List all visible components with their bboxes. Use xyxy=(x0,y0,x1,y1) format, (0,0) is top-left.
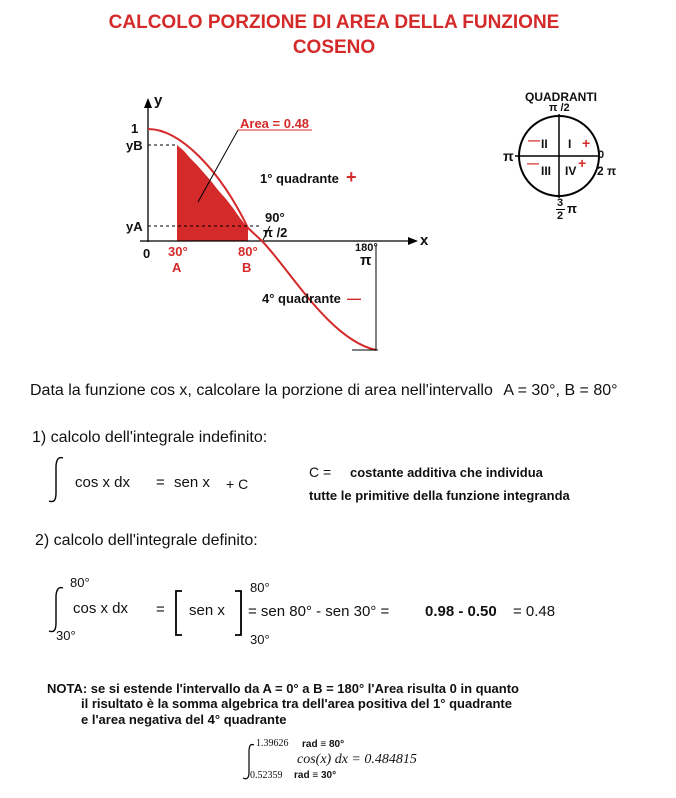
x-axis-label: x xyxy=(420,232,429,249)
quadrant-zero-label: 0 xyxy=(598,149,605,161)
intro-text xyxy=(30,382,618,400)
final-upper-note: rad ≡ 80° xyxy=(302,739,345,750)
quadrant-top-label: π /2 xyxy=(549,102,570,114)
page-title: CALCOLO PORZIONE DI AREA DELLA FUNZIONE xyxy=(108,12,560,33)
a-deg-label: 30° xyxy=(168,244,188,259)
shaded-area xyxy=(177,145,248,241)
deg180-label: 180° xyxy=(355,242,378,254)
x-axis-arrow xyxy=(408,237,418,245)
step2-equals: = xyxy=(156,601,165,618)
note-line-1: NOTA: se si estende l'intervallo da A = 0° a B = 180° l'Area risulta 0 in quanto xyxy=(47,681,519,696)
bracket-content: sen x xyxy=(189,602,225,619)
c-description-2: tutte le primitive della funzione integranda xyxy=(309,488,570,503)
step1-heading: 1) calcolo dell'integrale indefinito: xyxy=(32,429,268,446)
bracket-lower-limit: 30° xyxy=(250,632,270,647)
a-letter-label: A xyxy=(172,260,182,275)
final-lower-note: rad ≡ 30° xyxy=(294,770,337,781)
intro-sentence: Data la funzione cos x, calcolare la porzione di area nell'intervallo xyxy=(30,382,493,399)
step2-numeric: 0.98 - 0.50 xyxy=(425,603,497,620)
quadrant-I: I xyxy=(568,137,572,151)
step2-result: = 0.48 xyxy=(513,603,556,620)
step2-integrand: cos x dx xyxy=(73,600,129,617)
step2-expansion: = sen 80° - sen 30° = xyxy=(248,603,390,620)
quadrant-IV: IV xyxy=(565,164,577,178)
quadrant-2pi-label: 2 π xyxy=(597,164,617,178)
quadrant-left-label: π xyxy=(503,148,514,164)
final-lower-limit: 0.52359 xyxy=(250,770,283,781)
quadrant-III: III xyxy=(541,164,552,178)
step1-integrand: cos x dx xyxy=(75,474,131,491)
quadrant-III-minus: — xyxy=(527,156,539,170)
q4-label: 4° quadrante xyxy=(262,291,341,306)
yA-label: yA xyxy=(126,219,143,234)
quadrant-bottom-pi: π xyxy=(567,201,577,216)
step2-lower-limit: 30° xyxy=(56,628,76,643)
step2-upper-limit: 80° xyxy=(70,575,90,590)
step1-result: sen x xyxy=(174,474,210,491)
quadrant-II-minus: — xyxy=(528,133,540,147)
step1-constant: + C xyxy=(226,476,249,492)
step2-heading: 2) calcolo dell'integrale definito: xyxy=(35,532,258,549)
q1-label: 1° quadrante xyxy=(260,171,339,186)
yB-label: yB xyxy=(126,138,143,153)
note-line-2: il risultato è la somma algebrica tra dell'area positiva del 1° quadrante xyxy=(81,696,512,711)
integral-sign-1 xyxy=(46,455,70,505)
intro-interval: A = 30°, B = 80° xyxy=(503,382,618,399)
b-letter-label: B xyxy=(242,260,252,275)
quadrants-title: QUADRANTI xyxy=(525,90,597,104)
y-axis-label: y xyxy=(154,92,163,109)
bracket-upper-limit: 80° xyxy=(250,580,270,595)
quadrant-frac-num: 3 xyxy=(557,197,564,209)
pi-label: π xyxy=(360,252,372,269)
y-axis-arrow xyxy=(144,98,152,108)
deg90-label: 90° xyxy=(265,210,285,225)
final-expression: cos(x) dx = 0.484815 xyxy=(297,752,417,767)
origin-label: 0 xyxy=(143,246,151,261)
c-label: C = xyxy=(309,464,332,480)
final-upper-limit: 1.39626 xyxy=(256,738,289,749)
step1-equals: = xyxy=(156,474,165,491)
q1-plus-sign: + xyxy=(346,167,357,187)
page-title-line2: COSENO xyxy=(292,37,376,58)
note-line-3: e l'area negativa del 4° quadrante xyxy=(81,712,287,727)
quadrant-IV-plus: + xyxy=(578,155,587,171)
area-label: Area = 0.48 xyxy=(240,116,310,131)
c-description-1: costante additiva che individua xyxy=(350,465,543,480)
q4-minus-sign: — xyxy=(347,290,361,306)
b-deg-label: 80° xyxy=(238,244,258,259)
y-one-label: 1 xyxy=(131,121,139,136)
quadrant-I-plus: + xyxy=(582,135,591,151)
quadrant-II: II xyxy=(541,137,548,151)
quadrant-frac-den: 2 xyxy=(557,210,564,222)
pi-half-label: π /2 xyxy=(263,225,288,240)
